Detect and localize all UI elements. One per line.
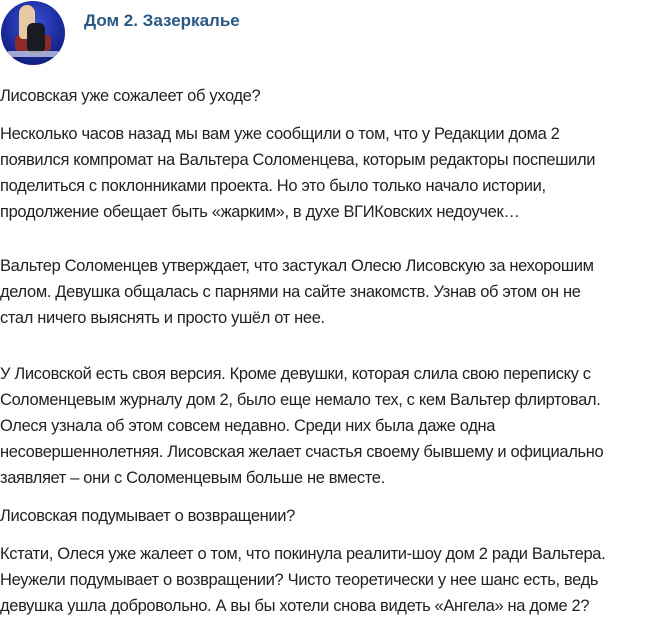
post-heading-2	[0, 503, 295, 529]
post-paragraph	[0, 541, 605, 619]
text-line: появился компромат на Вальтера Соломенцева, которым редакторы поспешили	[0, 151, 596, 169]
community-avatar[interactable]	[1, 1, 65, 65]
text-line: У Лисовской есть своя версия. Кроме девушки, которая слила свою переписку с	[0, 365, 591, 383]
post-paragraph	[0, 361, 603, 491]
text-line: Кстати, Олеся уже жалеет о том, что покинула реалити-шоу дом 2 ради Вальтера.	[0, 545, 606, 563]
post-paragraph	[0, 121, 595, 225]
text-line: девушка ушла добровольно. А вы бы хотели снова видеть «Ангела» на доме 2?	[0, 597, 590, 615]
text-line: Лисовская подумывает о возвращении?	[0, 507, 295, 525]
text-line: Соломенцевым журналу дом 2, было еще немало тех, с кем Вальтер флиртовал.	[0, 391, 601, 409]
text-line: заявляет – они с Соломенцевым больше не вместе.	[0, 469, 385, 487]
post-paragraph	[0, 253, 594, 331]
text-line: стал ничего выяснять и просто ушёл от нее.	[0, 309, 325, 327]
text-line: несовершеннолетняя. Лисовская желает счастья своему бывшему и официально	[0, 443, 604, 461]
text-line: Неужели подумывает о возвращении? Чисто теоретически у нее шанс есть, ведь	[0, 571, 599, 589]
post-heading-1	[0, 83, 260, 109]
text-line: продолжение обещает быть «жарким», в духе ВГИКовских недоучек…	[0, 203, 520, 221]
avatar-figure-man	[27, 23, 45, 53]
text-line: поделиться с поклонниками проекта. Но это было только начало истории,	[0, 177, 546, 195]
community-title-link[interactable]: Дом 2. Зазеркалье	[84, 11, 240, 30]
text-line: делом. Девушка общалась с парнями на сайте знакомств. Узнав об этом он не	[0, 283, 581, 301]
text-line: Олеся узнала об этом совсем недавно. Среди них была даже одна	[0, 417, 496, 435]
text-line: Вальтер Соломенцев утверждает, что застукал Олесю Лисовскую за нехорошим	[0, 257, 594, 275]
text-line: Несколько часов назад мы вам уже сообщили о том, что у Редакции дома 2	[0, 125, 560, 143]
avatar-caption-shape	[7, 51, 59, 57]
text-line: Лисовская уже сожалеет об уходе?	[0, 87, 261, 105]
